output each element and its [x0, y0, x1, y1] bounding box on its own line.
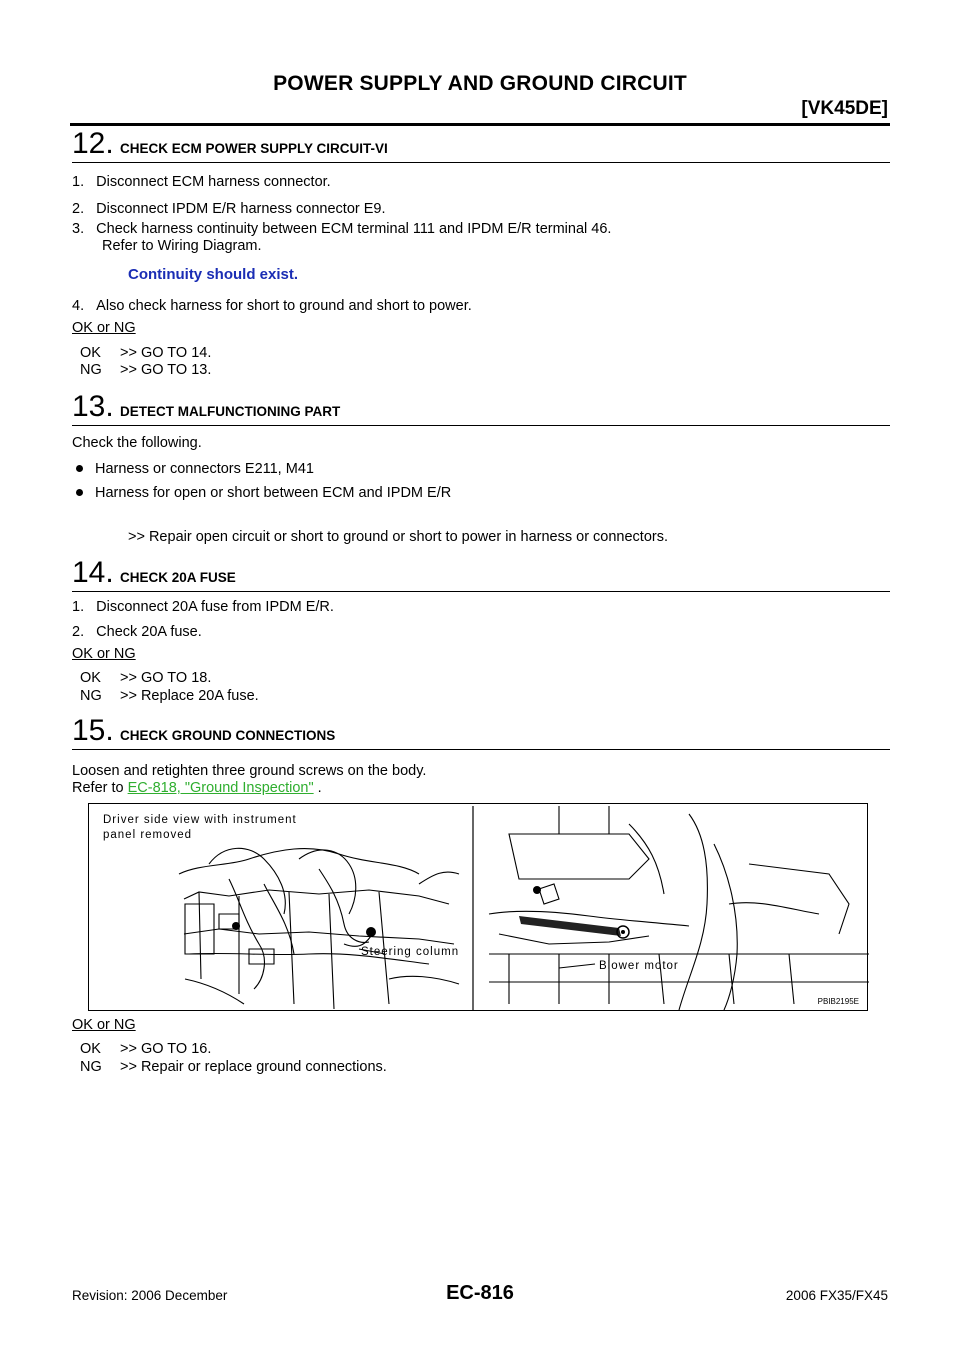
- bullet-icon: [76, 489, 83, 496]
- bullet-icon: [76, 465, 83, 472]
- step-15-ok-or-ng: OK or NG: [72, 1017, 136, 1033]
- step-12-number: 12.: [72, 127, 114, 160]
- engine-bay-illustration: [89, 804, 869, 1012]
- step-12-line-4: 4. Also check harness for short to ground and short to power.: [72, 298, 472, 314]
- step-14-line-2: 2. Check 20A fuse.: [72, 624, 202, 640]
- step-12-line-3: 3. Check harness continuity between ECM terminal 111 and IPDM E/R terminal 46.: [72, 221, 612, 237]
- figure-caption-line-1: Driver side view with instrument: [103, 814, 297, 826]
- step-12-ok-or-ng: OK or NG: [72, 320, 136, 336]
- step-13-bullet-2: Harness for open or short between ECM and IPDM E/R: [72, 484, 451, 502]
- step-14-header: [72, 555, 890, 592]
- step-15-title: CHECK GROUND CONNECTIONS: [120, 728, 336, 743]
- step-14-number: 14.: [72, 556, 114, 589]
- step-13-title: DETECT MALFUNCTIONING PART: [120, 404, 341, 419]
- ground-inspection-link[interactable]: EC-818, "Ground Inspection": [127, 780, 314, 796]
- step-12-refer: Refer to Wiring Diagram.: [102, 238, 262, 254]
- step-15-ng-result: NG >> Repair or replace ground connections.: [80, 1059, 387, 1075]
- model-name: 2006 FX35/FX45: [785, 1288, 888, 1303]
- page-title: POWER SUPPLY AND GROUND CIRCUIT: [273, 72, 687, 95]
- step-12-line-1: 1. Disconnect ECM harness connector.: [72, 174, 331, 190]
- step-14-ok-result: OK >> GO TO 18.: [80, 670, 212, 686]
- step-12-ng-result: NG >> GO TO 13.: [80, 362, 212, 378]
- step-14-line-1: 1. Disconnect 20A fuse from IPDM E/R.: [72, 599, 334, 615]
- step-15-header: [72, 713, 890, 750]
- step-13-number: 13.: [72, 390, 114, 423]
- blower-motor-label: Blower motor: [599, 960, 679, 972]
- ground-screw-figure: [88, 803, 868, 1011]
- step-15-ok-result: OK >> GO TO 16.: [80, 1041, 212, 1057]
- step-12-header: [72, 126, 890, 163]
- figure-caption-line-2: panel removed: [103, 829, 193, 841]
- step-12-line-2: 2. Disconnect IPDM E/R harness connector E9.: [72, 201, 386, 217]
- step-15-line-1: Loosen and retighten three ground screws on the body.: [72, 763, 427, 779]
- step-12-spec: Continuity should exist.: [128, 266, 299, 283]
- step-12-title: CHECK ECM POWER SUPPLY CIRCUIT-VI: [120, 141, 388, 156]
- step-15-refer: Refer to EC-818, "Ground Inspection" .: [72, 780, 322, 796]
- step-13-bullet-1: Harness or connectors E211, M41: [72, 460, 314, 478]
- figure-code: PBIB2195E: [817, 997, 859, 1006]
- step-14-ng-result: NG >> Replace 20A fuse.: [80, 688, 259, 704]
- step-15-number: 15.: [72, 714, 114, 747]
- step-13-intro: Check the following.: [72, 435, 202, 451]
- revision-date: Revision: 2006 December: [72, 1288, 228, 1303]
- step-12-ok-result: OK >> GO TO 14.: [80, 345, 212, 361]
- steering-column-label: Steering column: [361, 946, 460, 958]
- step-13-action: >> Repair open circuit or short to ground or short to power in harness or connectors.: [128, 529, 669, 545]
- engine-tag: [VK45DE]: [801, 98, 888, 119]
- step-14-ok-or-ng: OK or NG: [72, 646, 136, 662]
- page-number: EC-816: [446, 1282, 514, 1304]
- step-14-title: CHECK 20A FUSE: [120, 570, 236, 585]
- step-13-header: [72, 389, 890, 426]
